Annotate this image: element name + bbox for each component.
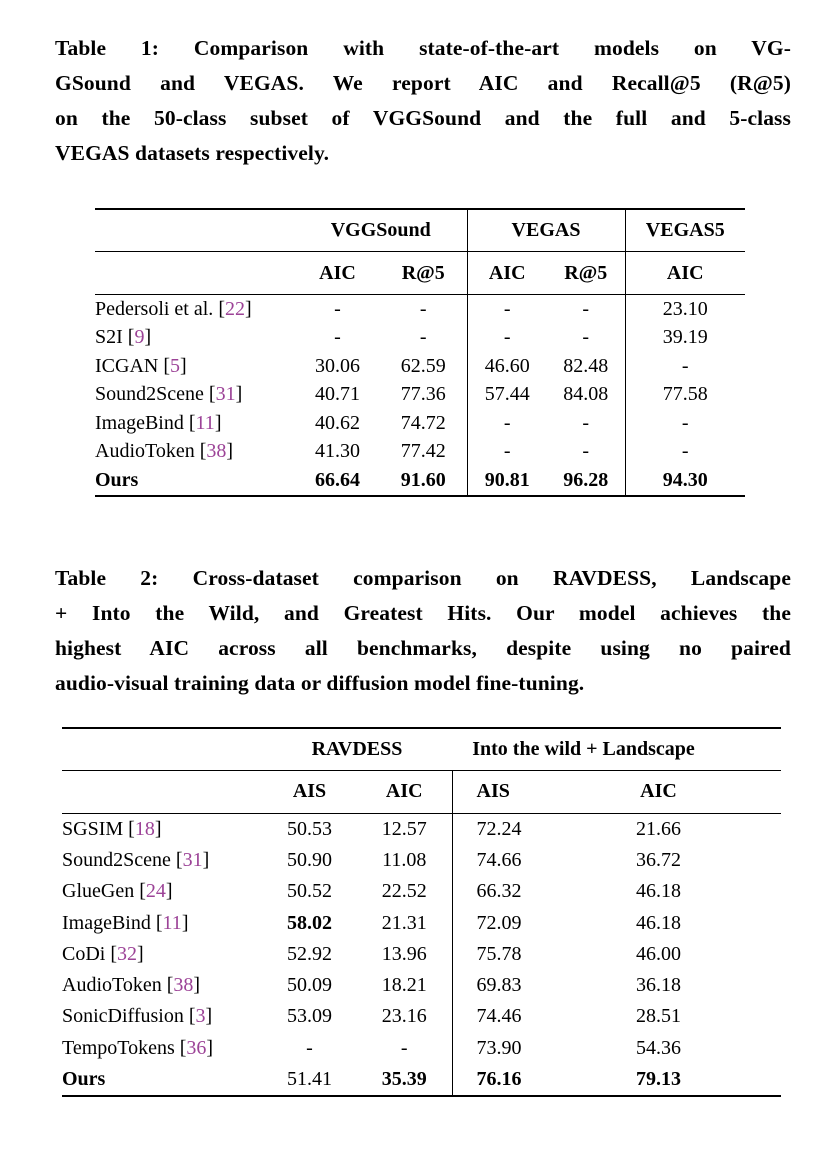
column-group-intothewild-landscape: Into the wild + Landscape <box>452 728 781 771</box>
metric-value: 52.92 <box>287 942 332 965</box>
table2-row <box>62 907 781 938</box>
table1-sota-comparison <box>95 208 745 497</box>
column-group-vegas5: VEGAS5 <box>625 209 745 252</box>
metric-value: - <box>582 440 590 463</box>
table1-caption <box>55 31 791 171</box>
table2-row <box>62 876 781 907</box>
metric-value: 90.81 <box>467 466 547 496</box>
metric-value: - <box>419 297 427 320</box>
citation-link[interactable]: 24 <box>145 880 166 903</box>
metric-value: 94.30 <box>625 466 745 496</box>
citation-link[interactable]: 3 <box>195 1005 206 1028</box>
metric-value: 74.46 <box>452 1001 602 1032</box>
subheader-r5: R@5 <box>547 252 625 295</box>
empty-header-cell <box>95 209 295 252</box>
metric-value: 76.16 <box>452 1064 602 1096</box>
citation-link[interactable]: 31 <box>182 848 203 871</box>
citation-link[interactable]: 11 <box>195 411 215 434</box>
metric-value: 13.96 <box>381 942 427 965</box>
model-label: Ours <box>62 1068 106 1091</box>
column-group-vegas: VEGAS <box>467 209 625 252</box>
model-label: SonicDiffusion [3] <box>62 1005 213 1028</box>
model-label: ImageBind [11] <box>95 411 222 434</box>
metric-value: 40.62 <box>315 411 360 434</box>
metric-value: 50.90 <box>287 848 332 871</box>
metric-value: - <box>467 409 547 438</box>
citation-link[interactable]: 11 <box>162 911 182 934</box>
subheader-ais: AIS <box>262 770 357 813</box>
metric-value: 77.42 <box>400 440 446 463</box>
metric-value: 84.08 <box>563 383 609 406</box>
citation-link[interactable]: 38 <box>173 974 194 997</box>
model-label: Pedersoli et al. [22] <box>95 297 252 320</box>
metric-value: 18.21 <box>381 974 427 997</box>
table1-row <box>95 324 745 353</box>
metric-value: 53.09 <box>287 1005 332 1028</box>
citation-link[interactable]: 36 <box>186 1036 207 1059</box>
model-label: CoDi [32] <box>62 942 144 965</box>
table1-row <box>95 438 745 467</box>
metric-value: 21.31 <box>381 911 427 934</box>
metric-value: 74.72 <box>400 411 446 434</box>
metric-value: 66.64 <box>315 468 360 491</box>
caption-line: audio-visual training data or diffusion model fine-tuning. <box>55 670 585 695</box>
subheader-aic: AIC <box>602 770 781 813</box>
table1-row <box>95 295 745 324</box>
table2-group-header-row <box>62 728 781 771</box>
citation-link[interactable]: 22 <box>224 297 245 320</box>
metric-value: 79.13 <box>636 1068 681 1091</box>
column-group-ravdess: RAVDESS <box>262 728 452 771</box>
metric-value: 46.00 <box>636 942 681 965</box>
table2-row <box>62 939 781 970</box>
empty-header-cell <box>95 252 295 295</box>
subheader-aic: AIC <box>295 252 380 295</box>
metric-value: 75.78 <box>452 939 602 970</box>
metric-value: 57.44 <box>467 381 547 410</box>
subheader-aic: AIC <box>625 252 745 295</box>
citation-link[interactable]: 31 <box>215 383 236 406</box>
metric-value: - <box>625 352 745 381</box>
metric-value: 82.48 <box>563 354 609 377</box>
citation-link[interactable]: 32 <box>117 942 138 965</box>
metric-value: - <box>467 295 547 324</box>
citation-link[interactable]: 18 <box>134 817 155 840</box>
model-label: GlueGen [24] <box>62 880 173 903</box>
metric-value: 21.66 <box>636 817 681 840</box>
metric-value: - <box>467 438 547 467</box>
metric-value: - <box>582 297 590 320</box>
metric-value: 91.60 <box>400 468 446 491</box>
metric-value: 51.41 <box>287 1068 332 1091</box>
metric-value: 50.53 <box>287 817 332 840</box>
metric-value: - <box>582 326 590 349</box>
metric-value: - <box>334 297 341 320</box>
table1-row <box>95 381 745 410</box>
metric-value: - <box>419 326 427 349</box>
table1-row <box>95 352 745 381</box>
subheader-ais: AIS <box>452 770 602 813</box>
metric-value: - <box>467 324 547 353</box>
metric-value: 96.28 <box>563 468 609 491</box>
table2-cross-dataset-comparison <box>62 727 781 1098</box>
metric-value: 69.83 <box>452 970 602 1001</box>
table1-subheader-row <box>95 252 745 295</box>
caption-line: Table 2: Cross-dataset comparison on RAVDESS, Landscape <box>55 565 791 590</box>
caption-line: VEGAS datasets respectively. <box>55 141 330 165</box>
metric-value: 40.71 <box>315 383 360 406</box>
metric-value: 50.52 <box>287 880 332 903</box>
metric-value: 11.08 <box>382 848 427 871</box>
metric-value: 46.18 <box>636 911 681 934</box>
metric-value: 54.36 <box>636 1036 681 1059</box>
metric-value: 12.57 <box>381 817 427 840</box>
model-label: TempoTokens [36] <box>62 1036 214 1059</box>
citation-link[interactable]: 9 <box>134 326 145 349</box>
table2-row <box>62 1033 781 1064</box>
citation-link[interactable]: 5 <box>170 354 181 377</box>
metric-value: 77.58 <box>625 381 745 410</box>
metric-value: 39.19 <box>625 324 745 353</box>
table2-caption <box>55 561 791 701</box>
subheader-r5: R@5 <box>380 252 467 295</box>
model-label: ImageBind [11] <box>62 911 189 934</box>
table2-row <box>62 813 781 845</box>
metric-value: 46.18 <box>636 880 681 903</box>
metric-value: - <box>334 326 341 349</box>
table1-group-header-row <box>95 209 745 252</box>
caption-line: on the 50-class subset of VGGSound and the full and 5-class <box>55 106 791 130</box>
table2-subheader-row <box>62 770 781 813</box>
metric-value: 58.02 <box>287 911 332 934</box>
metric-value: 72.24 <box>452 813 602 845</box>
subheader-aic: AIC <box>467 252 547 295</box>
model-label: Ours <box>95 468 139 491</box>
column-group-vggsound: VGGSound <box>295 209 467 252</box>
metric-value: 74.66 <box>452 845 602 876</box>
metric-value: 36.18 <box>636 974 681 997</box>
model-label: AudioToken [38] <box>62 974 201 997</box>
metric-value: 22.52 <box>381 880 427 903</box>
metric-value: 72.09 <box>452 907 602 938</box>
subheader-aic: AIC <box>357 770 452 813</box>
model-label: AudioToken [38] <box>95 440 234 463</box>
metric-value: 23.10 <box>625 295 745 324</box>
table2-row <box>62 1064 781 1096</box>
model-label: SGSIM [18] <box>62 817 162 840</box>
table1-row <box>95 466 745 496</box>
model-label: Sound2Scene [31] <box>95 383 243 406</box>
caption-line: GSound and VEGAS. We report AIC and Recall@5 (R@5) <box>55 71 791 95</box>
metric-value: 23.16 <box>381 1005 427 1028</box>
metric-value: 28.51 <box>636 1005 681 1028</box>
model-label: S2I [9] <box>95 326 152 349</box>
metric-value: 36.72 <box>636 848 681 871</box>
model-label: ICGAN [5] <box>95 354 187 377</box>
caption-line: + Into the Wild, and Greatest Hits. Our model achieves the <box>55 600 791 625</box>
metric-value: 46.60 <box>467 352 547 381</box>
metric-value: - <box>306 1036 313 1059</box>
metric-value: 66.32 <box>452 876 602 907</box>
table2-row <box>62 1001 781 1032</box>
empty-header-cell <box>62 728 262 771</box>
table2-row <box>62 845 781 876</box>
empty-header-cell <box>62 770 262 813</box>
citation-link[interactable]: 38 <box>206 440 227 463</box>
caption-line: Table 1: Comparison with state-of-the-art models on VG- <box>55 36 791 60</box>
model-label: Sound2Scene [31] <box>62 848 210 871</box>
metric-value: 30.06 <box>315 354 360 377</box>
metric-value: - <box>625 409 745 438</box>
table2-row <box>62 970 781 1001</box>
metric-value: 73.90 <box>452 1033 602 1064</box>
caption-line: highest AIC across all benchmarks, despite using no paired <box>55 635 791 660</box>
metric-value: - <box>400 1036 408 1059</box>
metric-value: - <box>625 438 745 467</box>
paper-page <box>0 31 835 1169</box>
metric-value: 35.39 <box>381 1068 427 1091</box>
table1-row <box>95 409 745 438</box>
metric-value: 77.36 <box>400 383 446 406</box>
metric-value: 50.09 <box>287 974 332 997</box>
metric-value: - <box>582 411 590 434</box>
metric-value: 62.59 <box>400 354 446 377</box>
metric-value: 41.30 <box>315 440 360 463</box>
